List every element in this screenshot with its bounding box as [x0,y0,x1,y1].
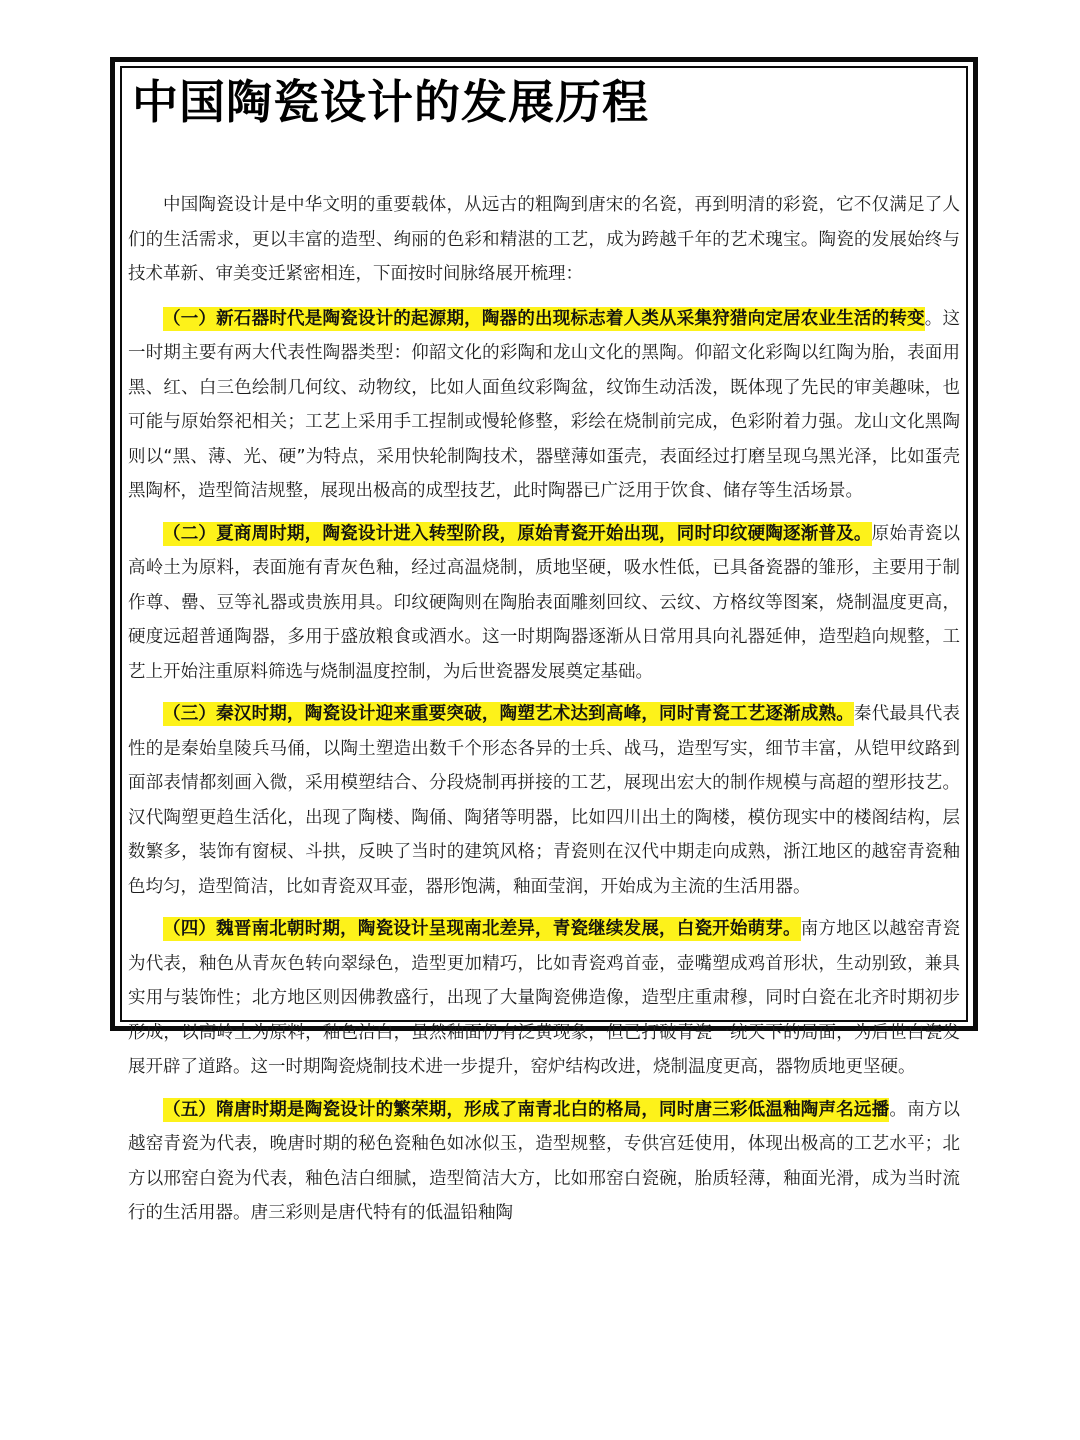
section-heading-highlight: （四）魏晋南北朝时期，陶瓷设计呈现南北差异，青瓷继续发展，白瓷开始萌芽。 [163,919,801,939]
section-neolithic [128,302,960,509]
section-heading-highlight: （一）新石器时代是陶瓷设计的起源期，陶器的出现标志着人类从采集狩猎向定居农业生活的转变 [163,308,925,329]
section-heading-highlight: （五）隋唐时期是陶瓷设计的繁荣期，形成了南青北白的格局，同时唐三彩低温釉陶声名远播 [163,1099,890,1120]
intro-paragraph: 中国陶瓷设计是中华文明的重要载体，从远古的粗陶到唐宋的名瓷，再到明清的彩瓷，它不仅满足了人们的生活需求，更以丰富的造型、绚丽的色彩和精湛的工艺，成为跨越千年的艺术瑰宝。陶瓷的发展始终与技术革新、审美变迁紧密相连，下面按时间脉络展开梳理： [128,195,960,284]
section-body: 南方地区以越窑青瓷为代表，釉色从青灰色转向翠绿色，造型更加精巧，比如青瓷鸡首壶，壶嘴塑成鸡首形状，生动别致，兼具实用与装饰性；北方地区则因佛教盛行，出现了大量陶瓷佛造像，造型庄重肃穆，同时白瓷在北齐时期初步形成，以高岭土为原料，釉色洁白，虽然釉面仍有泛黄现象，但已打破青瓷一统天下的局面，为后世白瓷发展开辟了道路。这一时期陶瓷烧制技术进一步提升，窑炉结构改进，烧制温度更高，器物质地更坚硬。 [128,919,961,1077]
section-body: 原始青瓷以高岭土为原料，表面施有青灰色釉，经过高温烧制，质地坚硬，吸水性低，已具备瓷器的雏形，主要用于制作尊、罍、豆等礼器或贵族用具。印纹硬陶则在陶胎表面雕刻回纹、云纹、方格纹等图案，烧制温度更高，硬度远超普通陶器，多用于盛放粮食或酒水。这一时期陶器逐渐从日常用具向礼器延伸，造型趋向规整，工艺上开始注重原料筛选与烧制温度控制，为后世瓷器发展奠定基础。 [128,523,961,682]
section-body: 。这一时期主要有两大代表性陶器类型：仰韶文化的彩陶和龙山文化的黑陶。仰韶文化彩陶以红陶为胎，表面用黑、红、白三色绘制几何纹、动物纹，比如人面鱼纹彩陶盆，纹饰生动活泼，既体现了先民的审美趣味，也可能与原始祭祀相关；工艺上采用手工捏制或慢轮修整，彩绘在烧制前完成，色彩附着力强。龙山文化黑陶则以“黑、薄、光、硬”为特点，采用快轮制陶技术，器壁薄如蛋壳，表面经过打磨呈现乌黑光泽，比如蛋壳黑陶杯，造型简洁规整，展现出极高的成型技艺，此时陶器已广泛用于饮食、储存等生活场景。 [128,308,960,501]
article-body [128,188,961,1223]
section-wei-jin [128,912,960,1085]
section-body: 秦代最具代表性的是秦始皇陵兵马俑，以陶土塑造出数千个形态各异的士兵、战马，造型写实，细节丰富，从铠甲纹路到面部表情都刻画入微，采用模塑结合、分段烧制再拼接的工艺，展现出宏大的制作规模与高超的塑形技艺。汉代陶塑更趋生活化，出现了陶楼、陶俑、陶猪等明器，比如四川出土的陶楼，模仿现实中的楼阁结构，层数繁多，装饰有窗棂、斗拱，反映了当时的建筑风格；青瓷则在汉代中期走向成熟，浙江地区的越窑青瓷釉色均匀，造型简洁，比如青瓷双耳壶，器形饱满，釉面莹润，开始成为主流的生活用器。 [128,704,961,897]
section-xia-shang-zhou [128,517,960,690]
section-body: 。南方以越窑青瓷为代表，晚唐时期的秘色瓷釉色如冰似玉，造型规整，专供宫廷使用，体现出极高的工艺水平；北方以邢窑白瓷为代表，釉色洁白细腻，造型简洁大方，比如邢窑白瓷碗，胎质轻薄，釉面光滑，成为当时流行的生活用器。唐三彩则是唐代特有的低温铅釉陶 [128,1099,961,1223]
section-heading-highlight: （三）秦汉时期，陶瓷设计迎来重要突破，陶塑艺术达到高峰，同时青瓷工艺逐渐成熟。 [163,704,854,724]
section-sui-tang [128,1093,960,1231]
page-title: 中国陶瓷设计的发展历程 [132,75,649,129]
section-heading-highlight: （二）夏商周时期，陶瓷设计进入转型阶段，原始青瓷开始出现，同时印纹硬陶逐渐普及。 [163,523,872,544]
section-qin-han [128,697,960,904]
